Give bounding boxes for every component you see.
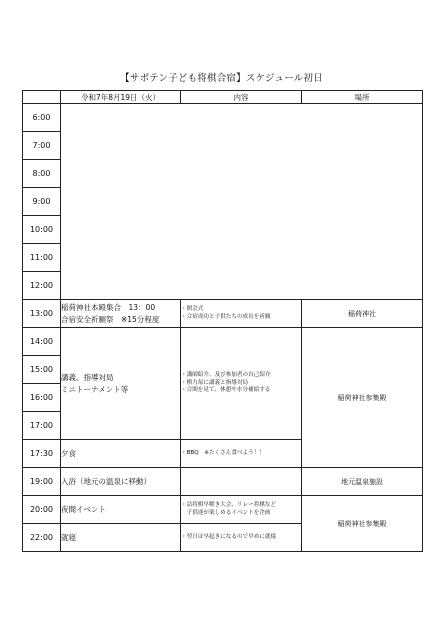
time-cell: 19:00	[23, 468, 61, 496]
header-time	[23, 91, 61, 104]
details-cell	[181, 496, 302, 524]
time-cell: 10:00	[23, 216, 61, 244]
time-cell: 17:00	[23, 412, 61, 440]
activity-line: 合宿安全祈願祭 ※15分程度	[61, 314, 160, 324]
details-cell	[181, 328, 302, 440]
activity-line: 稲荷神社本殿集合 13：00	[61, 302, 156, 312]
details-line: ・講師紹介、及び参加者の自己紹介	[181, 372, 271, 379]
time-cell: 6:00	[23, 104, 61, 132]
activity-cell: 入浴（地元の温泉に移動）	[61, 468, 181, 496]
time-cell: 14:00	[23, 328, 61, 356]
details-cell	[181, 468, 302, 496]
time-cell: 9:00	[23, 188, 61, 216]
time-cell: 8:00	[23, 160, 61, 188]
time-cell: 20:00	[23, 496, 61, 524]
place-cell: 稲荷神社参集殿	[302, 496, 423, 552]
activity-cell: 就寝	[61, 524, 181, 552]
activity-cell: 夕食	[61, 440, 181, 468]
time-cell: 12:00	[23, 272, 61, 300]
table-row	[23, 300, 423, 328]
time-cell: 13:00	[23, 300, 61, 328]
time-cell: 17:30	[23, 440, 61, 468]
time-cell: 22:00	[23, 524, 61, 552]
details-line: 子供達が楽しめるイベントを企画	[181, 509, 271, 516]
activity-cell	[61, 300, 181, 328]
activity-cell	[61, 328, 181, 440]
details-line: ・詰将棋早解き大会、リレー将棋など	[181, 502, 277, 508]
activity-line: 講義、指導対局	[61, 372, 114, 382]
table-row	[23, 328, 423, 356]
activity-cell: 夜間イベント	[61, 496, 181, 524]
details-cell	[181, 300, 302, 328]
time-cell: 7:00	[23, 132, 61, 160]
details-line: ・合宿成功と子供たちの成長を祈願	[181, 313, 271, 320]
details-cell: ・翌日は早起きになるので早めに就寝	[181, 524, 302, 552]
details-line: ・開会式	[181, 306, 204, 312]
place-cell: 稲荷神社参集殿	[302, 328, 423, 468]
time-cell: 11:00	[23, 244, 61, 272]
table-row	[23, 496, 423, 524]
page-title: 【サボテン子ども将棋合宿】スケジュール初日	[120, 73, 323, 84]
schedule-table	[22, 90, 423, 552]
morning-blank-area	[61, 104, 423, 300]
details-cell: ・BBQ ※たくさん食べよう！！	[181, 440, 302, 468]
header-content: 内容	[181, 91, 302, 104]
header-row	[23, 91, 423, 104]
table-row	[23, 104, 423, 132]
header-date: 令和7年8月19日（火）	[61, 91, 181, 104]
activity-line: ミニトーナメント等	[61, 384, 129, 394]
table-row	[23, 468, 423, 496]
details-line: ・棋力毎に講義と指導対局	[181, 379, 249, 386]
time-cell: 16:00	[23, 384, 61, 412]
place-cell: 稲荷神社	[302, 300, 423, 328]
details-line: ・合間を見て、休憩や水分補給する	[181, 387, 271, 394]
place-cell: 地元温泉施設	[302, 468, 423, 496]
header-place: 場所	[302, 91, 423, 104]
time-cell: 15:00	[23, 356, 61, 384]
